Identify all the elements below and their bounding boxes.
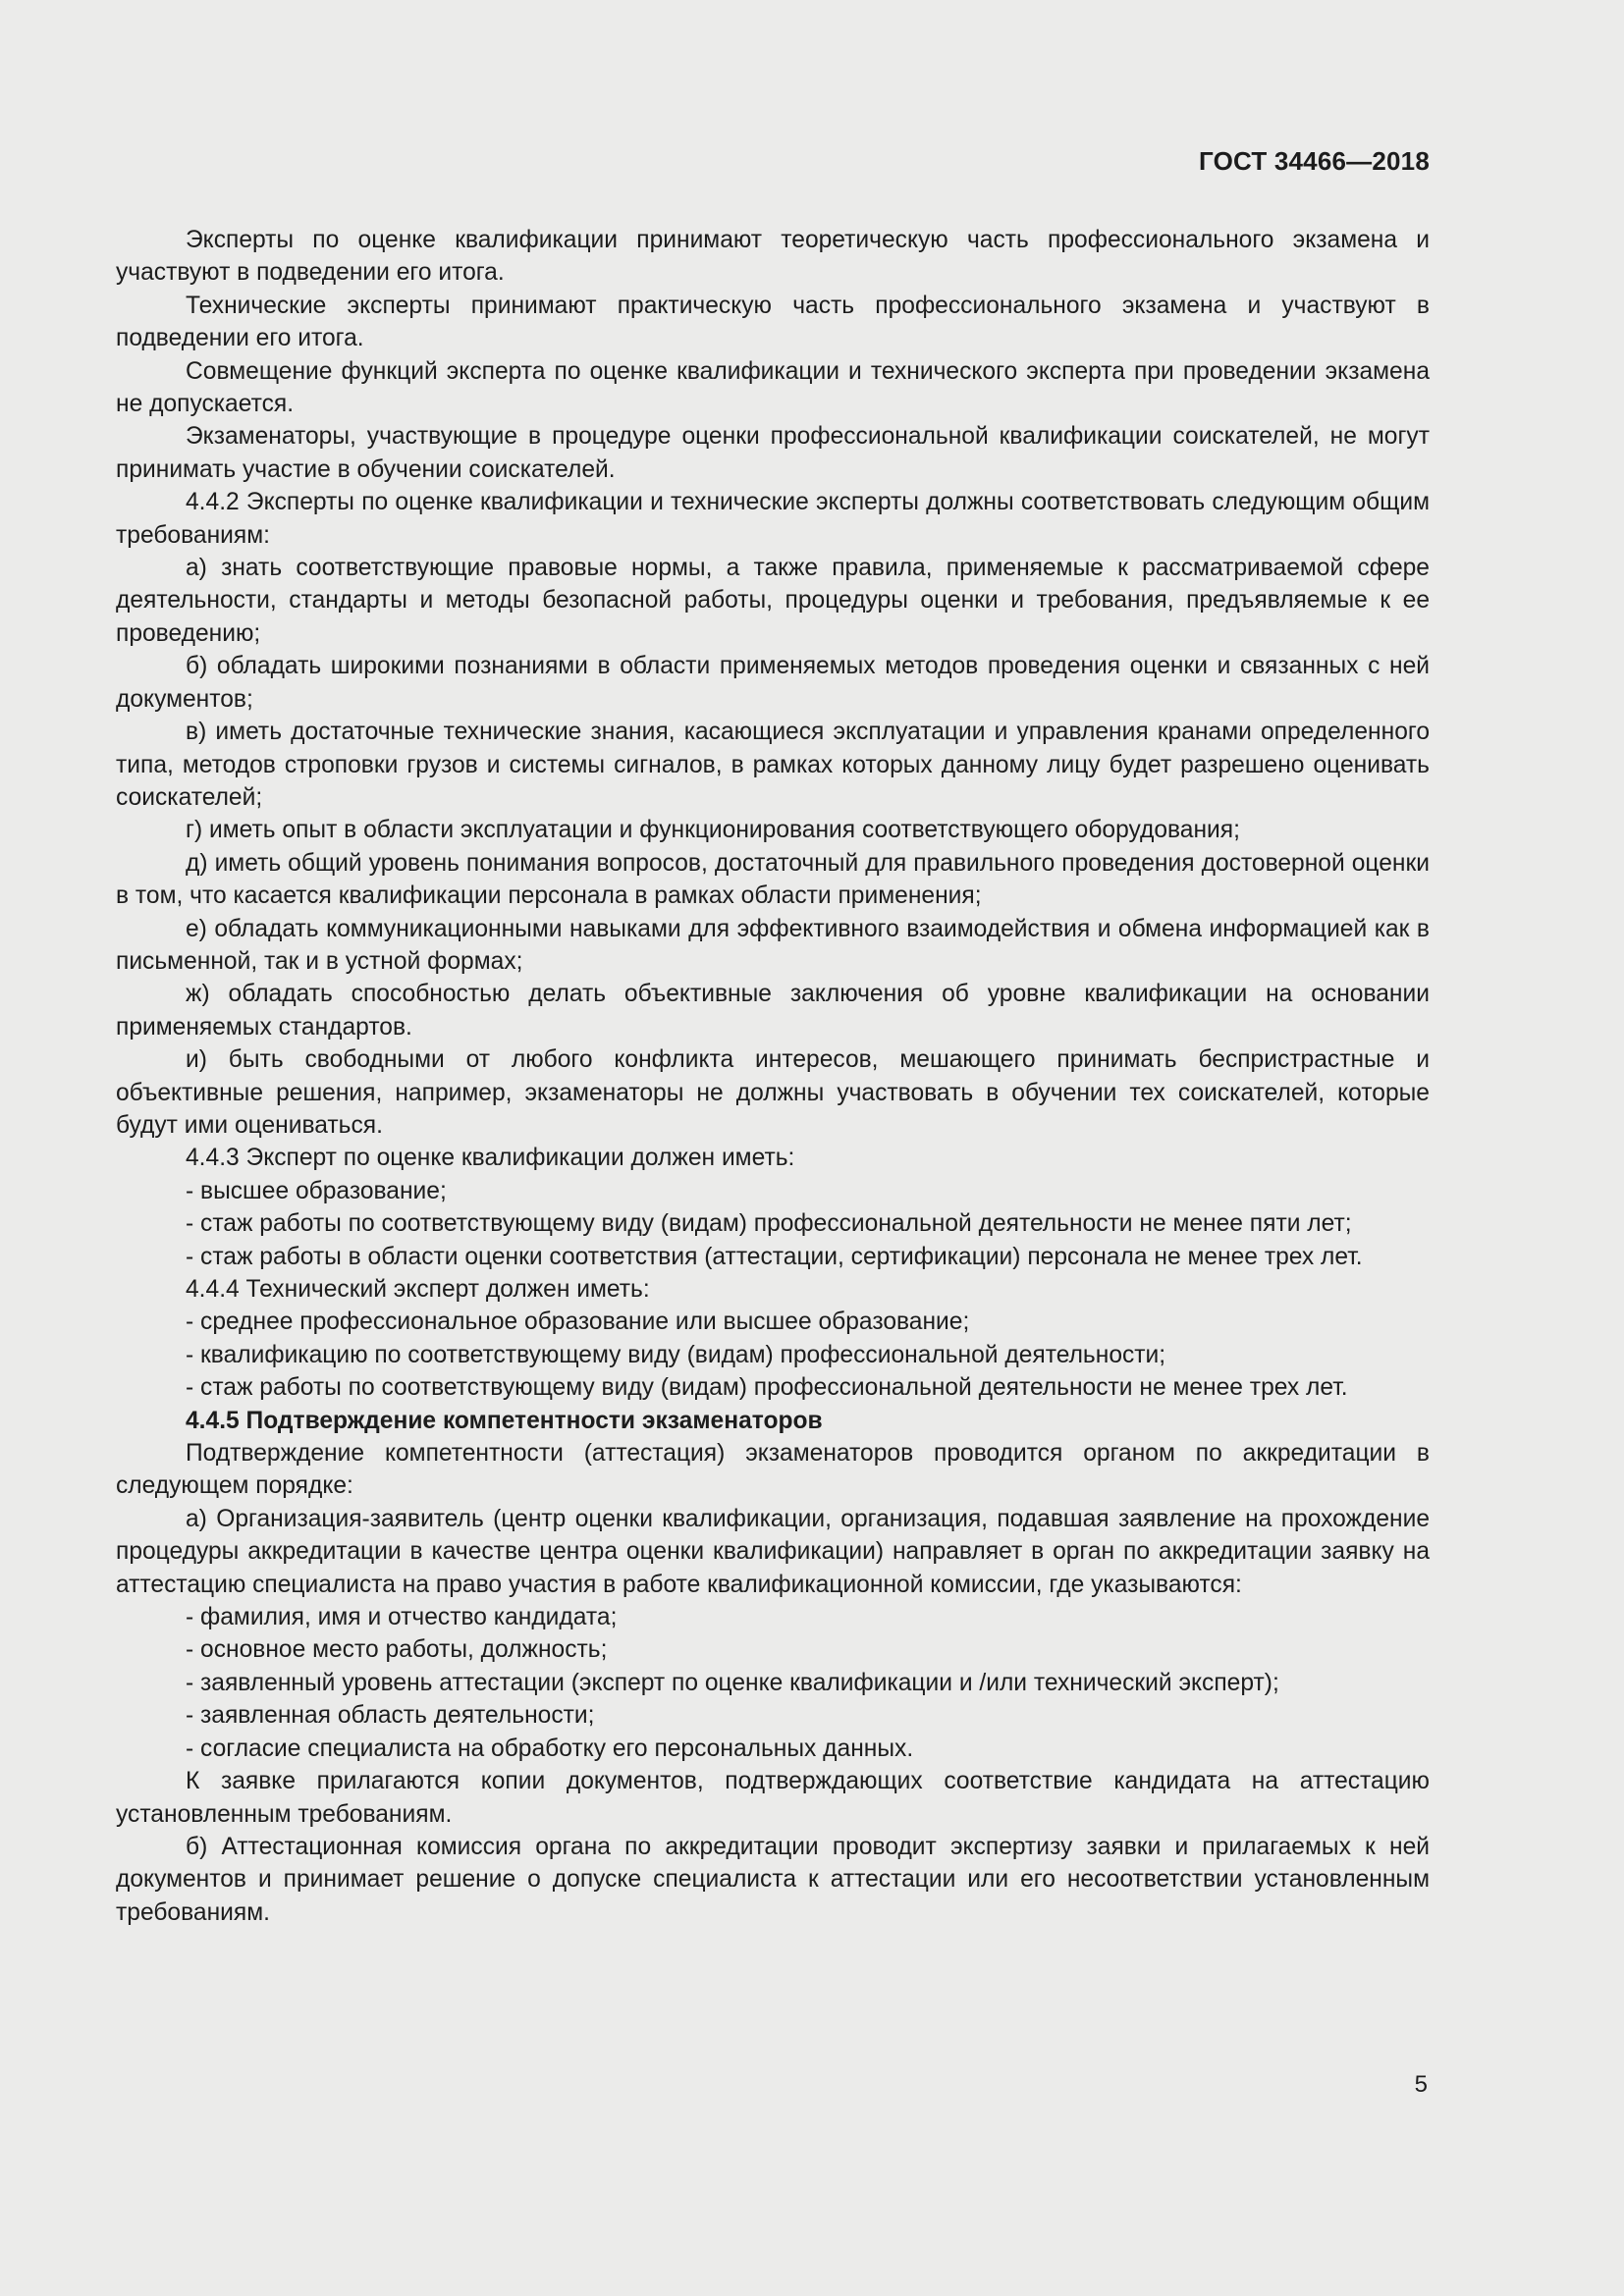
list-item: - среднее профессиональное образование или высшее образование; — [186, 1308, 970, 1336]
list-item: в) иметь достаточные технические знания, касающиеся эксплуатации и управления кранами определенного типа, методов строповки грузов и системы сигналов, в рамках которых данному лицу будет разрешено оценивать соискателей; — [116, 719, 1430, 811]
paragraph: Подтверждение компетентности (аттестация) экзаменаторов проводится органом по аккредитации в следующем порядке: — [116, 1440, 1430, 1500]
clause-4-4-2: 4.4.2 Эксперты по оценке квалификации и технические эксперты должны соответствовать следующим общим требованиям: — [116, 489, 1430, 549]
list-item: - основное место работы, должность; — [186, 1636, 608, 1664]
paragraph: Эксперты по оценке квалификации принимают теоретическую часть профессионального экзамена и участвуют в подведении его итога. — [116, 227, 1430, 287]
clause-4-4-4: 4.4.4 Технический эксперт должен иметь: — [186, 1276, 650, 1303]
list-item: и) быть свободными от любого конфликта интересов, мешающего принимать беспристрастные и объективные решения, например, экзаменаторы не должны участвовать в обучении тех соискателей, которые будут ими оцениваться. — [116, 1046, 1430, 1139]
list-item: б) обладать широкими познаниями в области применяемых методов проведения оценки и связанных с ней документов; — [116, 653, 1430, 713]
list-item: - высшее образование; — [186, 1177, 447, 1204]
list-item: а) знать соответствующие правовые нормы, а также правила, применяемые к рассматриваемой сфере деятельности, стандарты и методы безопасной работы, процедуры оценки и требования, предъявляемые к ее проведению; — [116, 555, 1430, 647]
list-item: е) обладать коммуникационными навыками для эффективного взаимодействия и обмена информацией как в письменной, так и в устной формах; — [116, 915, 1430, 975]
document-body — [116, 224, 1430, 1929]
list-item: ж) обладать способностью делать объективные заключения об уровне квалификации на основании применяемых стандартов. — [116, 981, 1430, 1041]
list-item: - согласие специалиста на обработку его персональных данных. — [186, 1735, 914, 1762]
list-item: - квалификацию по соответствующему виду (видам) профессиональной деятельности; — [186, 1341, 1166, 1368]
clause-4-4-3: 4.4.3 Эксперт по оценке квалификации должен иметь: — [186, 1145, 795, 1172]
list-item: - заявленная область деятельности; — [186, 1702, 595, 1730]
list-item: а) Организация-заявитель (центр оценки квалификации, организация, подавшая заявление на прохождение процедуры аккредитации в качестве центра оценки квалификации) направляет в орган по аккредитации заявку на аттестацию специалиста на право участия в работе квалификационной комиссии, где указываются: — [116, 1505, 1430, 1598]
paragraph: Совмещение функций эксперта по оценке квалификации и технического эксперта при проведении экзамена не допускается. — [116, 357, 1430, 418]
list-item: д) иметь общий уровень понимания вопросов, достаточный для правильного проведения достоверной оценки в том, что касается квалификации персонала в рамках области применения; — [116, 849, 1430, 910]
section-heading-4-4-5: 4.4.5 Подтверждение компетентности экзаменаторов — [186, 1407, 823, 1434]
paragraph: К заявке прилагаются копии документов, подтверждающих соответствие кандидата на аттестацию установленным требованиям. — [116, 1768, 1430, 1828]
list-item: - стаж работы по соответствующему виду (видам) профессиональной деятельности не менее трех лет. — [186, 1374, 1348, 1402]
list-item: г) иметь опыт в области эксплуатации и функционирования соответствующего оборудования; — [186, 817, 1240, 844]
list-item: б) Аттестационная комиссия органа по аккредитации проводит экспертизу заявки и прилагаемых к ней документов и принимает решение о допуске специалиста к аттестации или его несоответствии установленным требованиям. — [116, 1833, 1430, 1926]
list-item: - стаж работы по соответствующему виду (видам) профессиональной деятельности не менее пяти лет; — [186, 1210, 1352, 1238]
paragraph: Технические эксперты принимают практическую часть профессионального экзамена и участвуют в подведении его итога. — [116, 292, 1430, 352]
page-number: 5 — [1414, 2071, 1428, 2098]
document-header: ГОСТ 34466—2018 — [1199, 146, 1430, 176]
list-item: - заявленный уровень аттестации (эксперт по оценке квалификации и /или технический эксперт); — [186, 1669, 1279, 1696]
paragraph: Экзаменаторы, участвующие в процедуре оценки профессиональной квалификации соискателей, не могут принимать участие в обучении соискателей. — [116, 423, 1430, 483]
list-item: - стаж работы в области оценки соответствия (аттестации, сертификации) персонала не менее трех лет. — [186, 1243, 1363, 1270]
list-item: - фамилия, имя и отчество кандидата; — [186, 1604, 618, 1631]
